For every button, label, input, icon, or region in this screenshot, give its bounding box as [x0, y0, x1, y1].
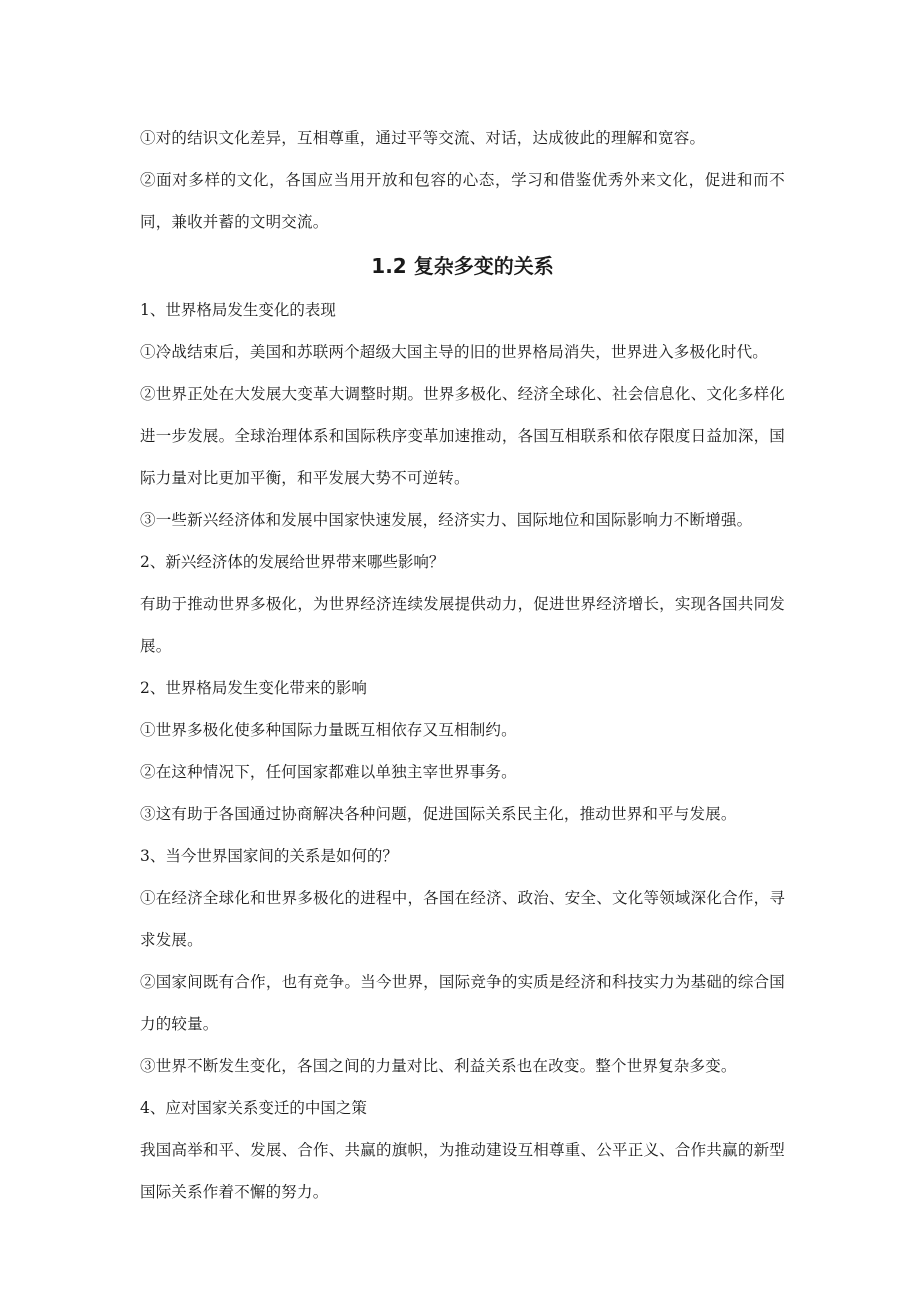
section-heading-4: 3、当今世界国家间的关系是如何的？	[140, 847, 398, 865]
document-page	[140, 117, 785, 1213]
section-heading-3: 2、世界格局发生变化带来的影响	[140, 679, 367, 697]
section-heading-1: 1、世界格局发生变化的表现	[140, 301, 336, 319]
paragraph: ②在这种情况下，任何国家都难以单独主宰世界事务。	[140, 763, 517, 781]
section-heading-5: 4、应对国家关系变迁的中国之策	[140, 1099, 367, 1117]
paragraph: ②世界正处在大发展大变革大调整时期。世界多极化、经济全球化、社会信息化、文化多样化进一步发展。全球治理体系和国际秩序变革加速推动，各国互相联系和依存限度日益加深，国际力量对比更加平衡，和平发展大势不可逆转。	[140, 385, 785, 487]
paragraph: ①世界多极化使多种国际力量既互相依存又互相制约。	[140, 721, 517, 739]
paragraph: ③世界不断发生变化，各国之间的力量对比、利益关系也在改变。整个世界复杂多变。	[140, 1057, 737, 1075]
paragraph: ②国家间既有合作，也有竞争。当今世界，国际竞争的实质是经济和科技实力为基础的综合国力的较量。	[140, 973, 785, 1033]
section-title: 1.2 复杂多变的关系	[371, 254, 554, 278]
intro-paragraph-2: ②面对多样的文化，各国应当用开放和包容的心态，学习和借鉴优秀外来文化，促进和而不同，兼收并蓄的文明交流。	[140, 171, 785, 231]
paragraph: ③这有助于各国通过协商解决各种问题，促进国际关系民主化，推动世界和平与发展。	[140, 805, 737, 823]
paragraph: ①在经济全球化和世界多极化的进程中，各国在经济、政治、安全、文化等领域深化合作，寻求发展。	[140, 889, 785, 949]
section-heading-2: 2、新兴经济体的发展给世界带来哪些影响？	[140, 553, 445, 571]
paragraph: 我国高举和平、发展、合作、共赢的旗帜，为推动建设互相尊重、公平正义、合作共赢的新型国际关系作着不懈的努力。	[140, 1141, 785, 1201]
intro-paragraph-1: ①对的结识文化差异，互相尊重，通过平等交流、对话，达成彼此的理解和宽容。	[140, 129, 706, 147]
paragraph: 有助于推动世界多极化，为世界经济连续发展提供动力，促进世界经济增长，实现各国共同发展。	[140, 595, 785, 655]
paragraph: ③一些新兴经济体和发展中国家快速发展，经济实力、国际地位和国际影响力不断增强。	[140, 511, 753, 529]
paragraph: ①冷战结束后，美国和苏联两个超级大国主导的旧的世界格局消失，世界进入多极化时代。	[140, 343, 769, 361]
